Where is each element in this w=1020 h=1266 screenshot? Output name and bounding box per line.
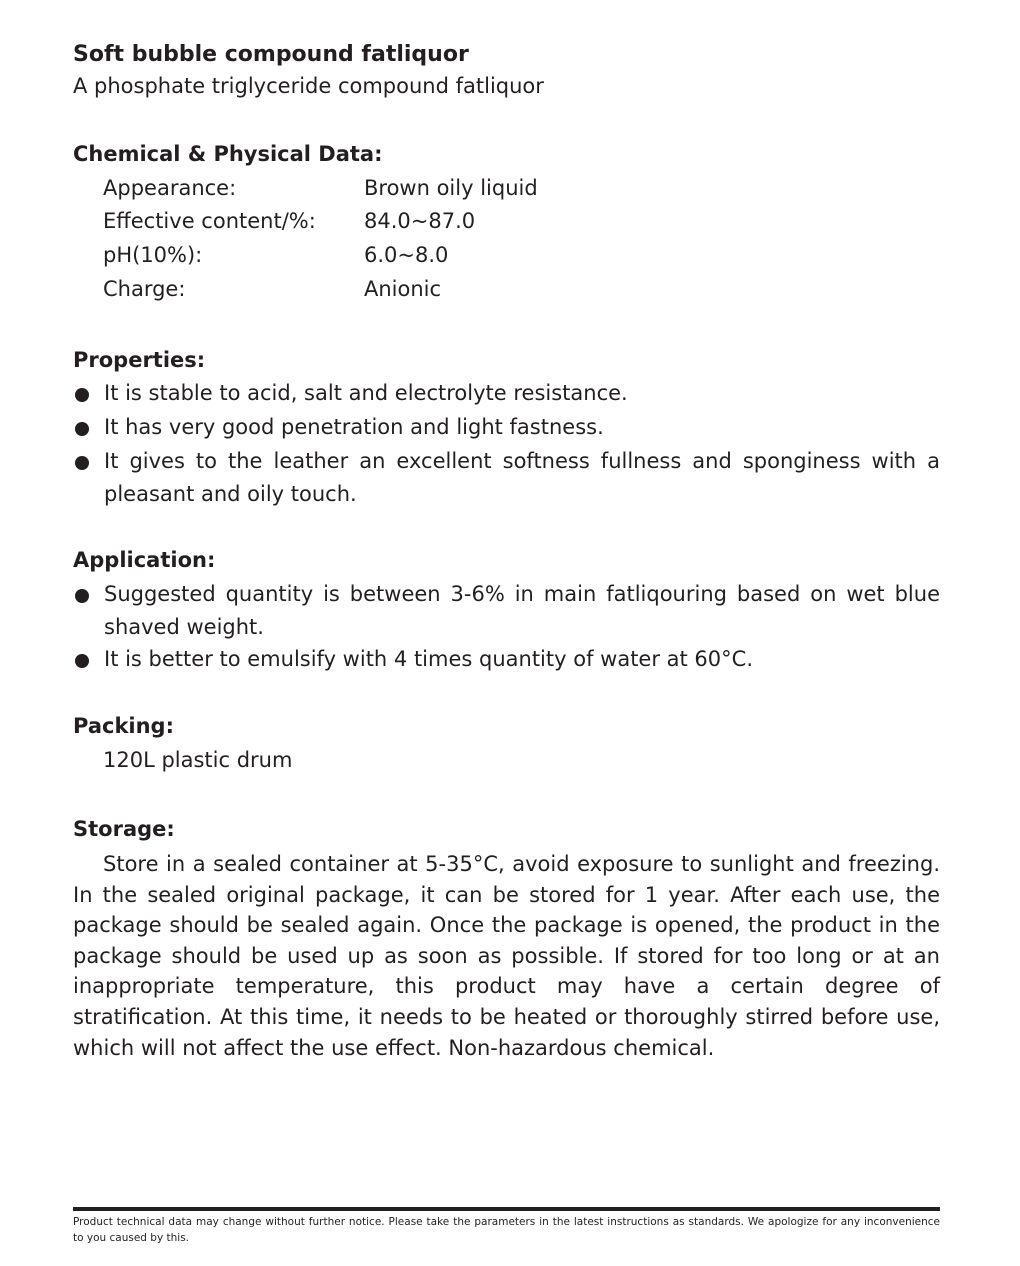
list-item-text: It is stable to acid, salt and electrolyte resistance. — [104, 381, 628, 405]
list-item — [73, 377, 940, 410]
list-item — [73, 578, 940, 644]
list-item — [73, 643, 940, 676]
data-label: pH(10%): — [103, 243, 203, 267]
data-label: Charge: — [103, 277, 186, 301]
application-heading: Application: — [73, 548, 216, 572]
list-item-text: It is better to emulsify with 4 times quantity of water at 60°C. — [104, 647, 753, 671]
product-title: Soft bubble compound fatliquor — [73, 42, 469, 67]
data-value: 84.0~87.0 — [364, 209, 476, 233]
properties-heading: Properties: — [73, 348, 206, 372]
bullet-icon — [75, 422, 89, 436]
data-value: 6.0~8.0 — [364, 243, 449, 267]
packing-text: 120L plastic drum — [103, 748, 293, 772]
chemical-data-heading: Chemical & Physical Data: — [73, 142, 383, 166]
storage-paragraph: Store in a sealed container at 5-35°C, avoid exposure to sunlight and freezing. In the sealed original package, it can be stored for 1 year. After each use, the package should be sealed again. Once the package is opened, the product in the package should be used up as soon as possible. If stored for too long or at an inappropriate temperature, this product may have a certain degree of stratification. At this time, it needs to be heated or thoroughly stirred before use, which will not affect the use effect. Non-hazardous chemical. — [73, 852, 940, 1060]
data-label: Effective content/%: — [103, 209, 316, 233]
packing-heading: Packing: — [73, 714, 174, 738]
product-subtitle: A phosphate triglyceride compound fatliquor — [73, 74, 544, 98]
list-item-text: Suggested quantity is between 3-6% in main fatliqouring based on wet blue shaved weight. — [104, 582, 940, 639]
footer-notice: Product technical data may change without further notice. Please take the parameters in the latest instructions as standards. We apologize for any inconvenience to you caused by this. — [73, 1216, 940, 1244]
bullet-icon — [75, 388, 89, 402]
footer-divider — [73, 1207, 940, 1211]
bullet-icon — [75, 654, 89, 668]
list-item — [73, 411, 940, 444]
bullet-icon — [75, 589, 89, 603]
bullet-icon — [75, 456, 89, 470]
data-value: Brown oily liquid — [364, 176, 538, 200]
data-value: Anionic — [364, 277, 442, 301]
list-item-text: It has very good penetration and light fastness. — [104, 415, 604, 439]
storage-heading: Storage: — [73, 817, 175, 841]
list-item-text: It gives to the leather an excellent softness fullness and sponginess with a pleasant and oily touch. — [104, 449, 940, 506]
list-item — [73, 445, 940, 511]
data-label: Appearance: — [103, 176, 237, 200]
